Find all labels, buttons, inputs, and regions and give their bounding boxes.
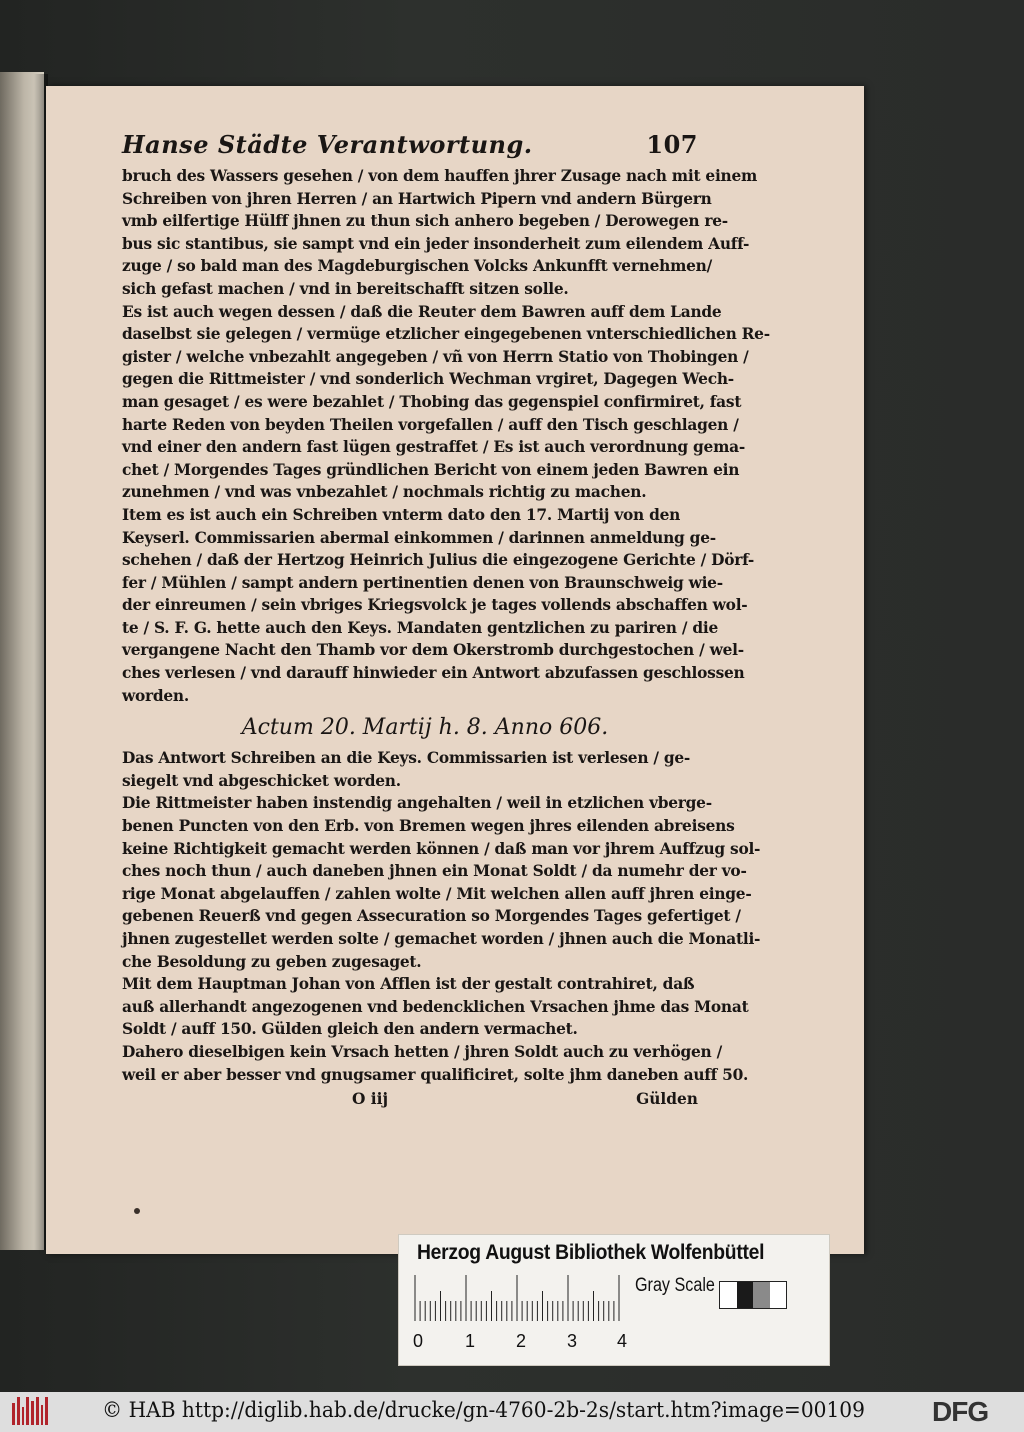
text-line: Item es ist auch ein Schreiben vnterm dato den 17. Martij von den [122,505,681,524]
text-line: vnd einer den andern fast lügen gestraffet / Es ist auch verordnung gema- [122,438,745,457]
text-line: Das Antwort Schreiben an die Keys. Commissarien ist verlesen / ge- [122,749,691,768]
text-line: bus sic stantibus, sie sampt vnd ein jeder insonderheit zum eilendem Auff- [122,234,750,253]
text-line: rige Monat abgelauffen / zahlen wolte / Mit welchen allen auff jhren einge- [122,884,752,903]
section-heading: Actum 20. Martij h. 8. Anno 606. [241,715,609,741]
text-line: worden. [122,686,189,705]
text-line: benen Puncten von den Erb. von Bremen wegen jhres eilenden abreisens [122,817,735,836]
text-line: vergangene Nacht den Thamb vor dem Okerstromb durchgestochen / wel- [122,641,744,660]
text-line: chet / Morgendes Tages gründlichen Bericht von einem jeden Bawren ein [122,460,740,479]
library-name: Herzog August Bibliothek Wolfenbüttel [417,1241,765,1264]
text-line: siegelt vnd abgeschicket worden. [122,771,401,790]
library-label-card [398,1234,830,1366]
text-line: Soldt / auff 150. Gülden gleich den andern vermachet. [122,1020,578,1039]
text-line: Mit dem Hauptman Johan von Afflen ist der gestalt contrahiret, daß [122,975,695,994]
text-line: fer / Mühlen / sampt andern pertinentien denen von Braunschweig wie- [122,573,723,592]
text-line: schehen / daß der Hertzog Heinrich Julius die eingezogene Gerichte / Dörf- [122,551,755,570]
text-line: der einreumen / sein vbriges Kriegsvolck je tages vollends abschaffen wol- [122,596,748,615]
text-line: ches noch thun / auch daneben jhnen ein Monat Soldt / da numehr der vo- [122,862,747,881]
text-line: gebenen Reuerß vnd gegen Assecuration so Morgendes Tages gefertiget / [122,907,741,926]
text-section-2 [122,747,761,1086]
text-line: ches verlesen / vnd darauff hinwieder ein Antwort abzufassen geschlossen [122,664,745,683]
ink-spot [134,1208,140,1214]
text-line: gegen die Rittmeister / vnd sonderlich Wechman vrgiret, Dagegen Wech- [122,370,734,389]
text-line: zuge / so bald man des Magdeburgischen Volcks Ankunfft vernehmen/ [122,257,712,276]
ruler-number: 1 [465,1331,476,1351]
text-line: auß allerhandt angezogenen vnd bedencklichen Vrsachen jhme das Monat [122,997,749,1016]
text-line: keine Richtigkeit gemacht werden können / daß man vor jhrem Auffzug sol- [122,839,761,858]
swatch-gray [753,1282,770,1308]
page-text-block [122,130,770,1110]
text-section-1 [122,165,770,707]
signature-line [122,1088,698,1110]
text-line: Schreiben von jhren Herren / an Hartwich Pipern vnd andern Bürgern [122,189,712,208]
dfg-logo: DFG [932,1396,989,1427]
catchword: Gülden [636,1090,698,1109]
book-page [46,86,864,1254]
text-line: gister / welche vnbezahlt angegeben / vñ von Herrn Statio von Thobingen / [122,347,749,366]
signature-mark: O iij [352,1090,389,1109]
text-line: te / S. F. G. hette auch den Keys. Mandaten gentzlichen zu pariren / die [122,618,718,637]
ruler-number: 3 [567,1331,578,1351]
measurement-ruler [411,1273,623,1321]
ruler-numbers [411,1331,651,1355]
swatch-black [737,1282,754,1308]
text-line: sich gefast machen / vnd in bereitschafft sitzen solle. [122,279,569,298]
text-line: zunehmen / vnd was vnbezahlet / nochmals richtig zu machen. [122,483,647,502]
swatch-white [720,1282,737,1308]
permalink-text[interactable]: © HAB http://diglib.hab.de/drucke/gn-4760-2b-2s/start.htm?image=00109 [102,1398,865,1422]
hab-logo-icon [12,1397,48,1425]
text-line: Es ist auch wegen dessen / daß die Reuter dem Bawren auff dem Lande [122,302,722,321]
ruler-number: 0 [413,1331,424,1351]
text-line: weil er aber besser vnd gnugsamer qualificiret, solte jhm daneben auff 50. [122,1065,749,1084]
ruler-number: 2 [516,1331,527,1351]
grayscale-label: Gray Scale [635,1275,715,1296]
running-head [122,130,698,159]
text-line: che Besoldung zu geben zugesaget. [122,952,422,971]
text-line: Die Rittmeister haben instendig angehalten / weil in etzlichen vberge- [122,794,712,813]
text-line: jhnen zugestellet werden solte / gemachet worden / jhnen auch die Monatli- [122,930,761,948]
text-line: daselbst sie gelegen / vermüge etzlicher eingegebenen vnterschiedlichen Re- [122,325,770,344]
swatch-white-2 [770,1282,787,1308]
text-line: vmb eilfertige Hülff jhnen zu thun sich anhero begeben / Derowegen re- [122,212,728,231]
grayscale-swatches [719,1281,787,1309]
text-line: man gesaget / es were bezahlet / Thobing das gegenspiel confirmiret, fast [122,392,742,411]
text-line: bruch des Wassers gesehen / von dem hauffen jhrer Zusage nach mit einem [122,167,758,185]
text-line: harte Reden von beyden Theilen vorgefallen / auff den Tisch geschlagen / [122,415,739,434]
text-line: Dahero dieselbigen kein Vrsach hetten / jhren Soldt auch zu verhögen / [122,1042,722,1061]
page-number: 107 [646,130,698,159]
ruler-number: 4 [617,1331,628,1351]
text-line: Keyserl. Commissarien abermal einkommen / darinnen anmeldung ge- [122,528,716,547]
running-head-title: Hanse Städte Verantwortung. [122,130,533,159]
